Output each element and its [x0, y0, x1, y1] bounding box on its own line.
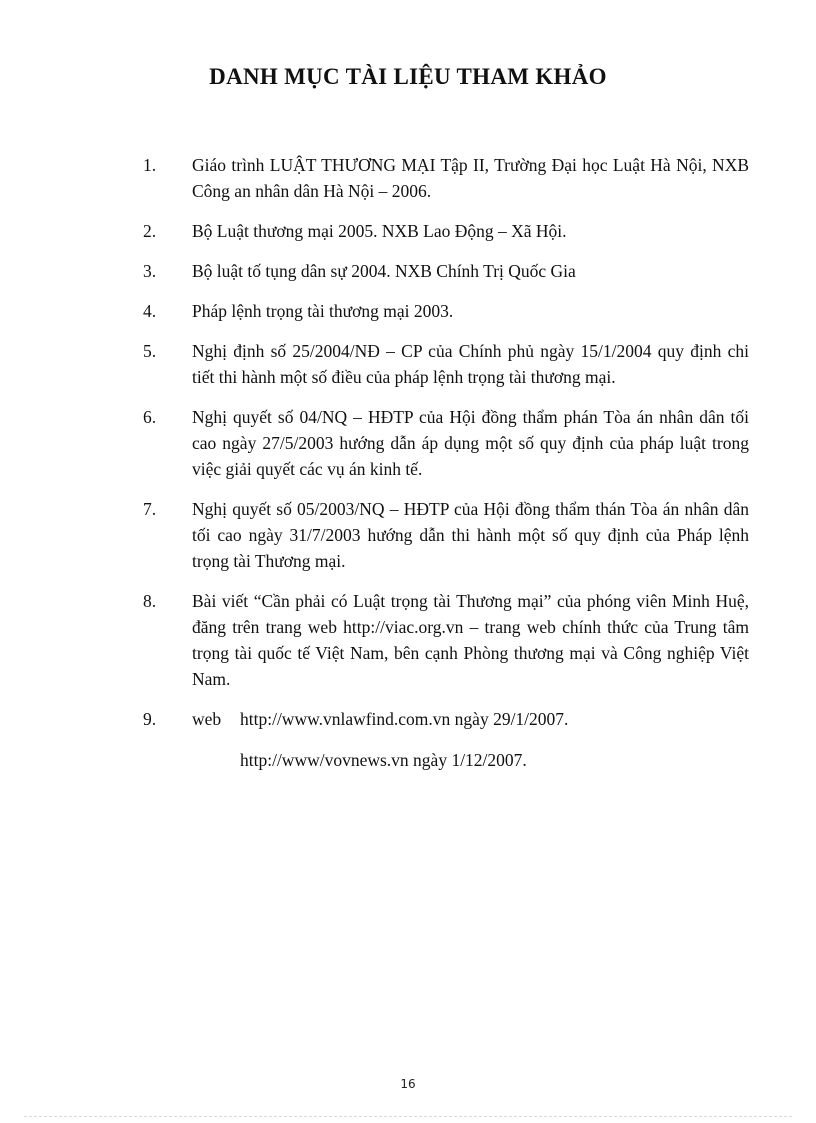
- web-reference-item: [143, 706, 749, 773]
- reference-item: [143, 496, 749, 574]
- reference-item: [143, 152, 749, 204]
- reference-text: Giáo trình LUẬT THƯƠNG MẠI Tập II, Trường Đại học Luật Hà Nội, NXB Công an nhân dân Hà Nội – 2006.: [192, 155, 749, 201]
- reference-item: [143, 404, 749, 482]
- web-url-2: http://www/vovnews.vn ngày 1/12/2007.: [240, 750, 527, 770]
- web-reference-body: [192, 706, 749, 773]
- reference-item: [143, 588, 749, 692]
- reference-text: Bộ luật tố tụng dân sự 2004. NXB Chính Trị Quốc Gia: [192, 261, 576, 281]
- reference-number: 8.: [143, 591, 157, 611]
- web-reference-line: [192, 706, 749, 732]
- reference-list: [143, 152, 749, 787]
- reference-number: 4.: [143, 301, 157, 321]
- reference-text: Bộ Luật thương mại 2005. NXB Lao Động – Xã Hội.: [192, 221, 567, 241]
- reference-text: Nghị quyết số 04/NQ – HĐTP của Hội đồng thẩm phán Tòa án nhân dân tối cao ngày 27/5/2003 hướng dẫn áp dụng một số quy định của pháp luật trong việc giải quyết các vụ án kinh tế.: [192, 407, 749, 479]
- reference-item: [143, 258, 749, 284]
- reference-number: 3.: [143, 261, 157, 281]
- page-bottom-divider: [24, 1116, 792, 1117]
- page-number: 16: [400, 1077, 416, 1091]
- web-label: web: [192, 709, 222, 729]
- reference-number: 2.: [143, 221, 157, 241]
- reference-text: Nghị quyết số 05/2003/NQ – HĐTP của Hội đồng thẩm thán Tòa án nhân dân tối cao ngày 31/7/2003 hướng dẫn thi hành một số quy định của Pháp lệnh trọng tài Thương mại.: [192, 499, 749, 571]
- web-url-1: http://www.vnlawfind.com.vn ngày 29/1/2007.: [240, 709, 569, 729]
- page-title: DANH MỤC TÀI LIỆU THAM KHẢO: [209, 64, 607, 89]
- reference-item: [143, 338, 749, 390]
- reference-number: 6.: [143, 407, 157, 427]
- reference-text: Bài viết “Cần phải có Luật trọng tài Thương mại” của phóng viên Minh Huệ, đăng trên trang web http://viac.org.vn – trang web chính thức của Trung tâm trọng tài quốc tế Việt Nam, bên cạnh Phòng thương mại và Công nghiệp Việt Nam.: [192, 591, 749, 689]
- reference-text: Pháp lệnh trọng tài thương mại 2003.: [192, 301, 454, 321]
- reference-text: Nghị định số 25/2004/NĐ – CP của Chính phủ ngày 15/1/2004 quy định chi tiết thi hành một số điều của pháp lệnh trọng tài thương mại.: [192, 341, 749, 387]
- reference-number: 5.: [143, 341, 157, 361]
- reference-number: 1.: [143, 155, 157, 175]
- reference-item: [143, 298, 749, 324]
- reference-number: 7.: [143, 499, 157, 519]
- reference-item: [143, 218, 749, 244]
- reference-number: 9.: [143, 709, 157, 729]
